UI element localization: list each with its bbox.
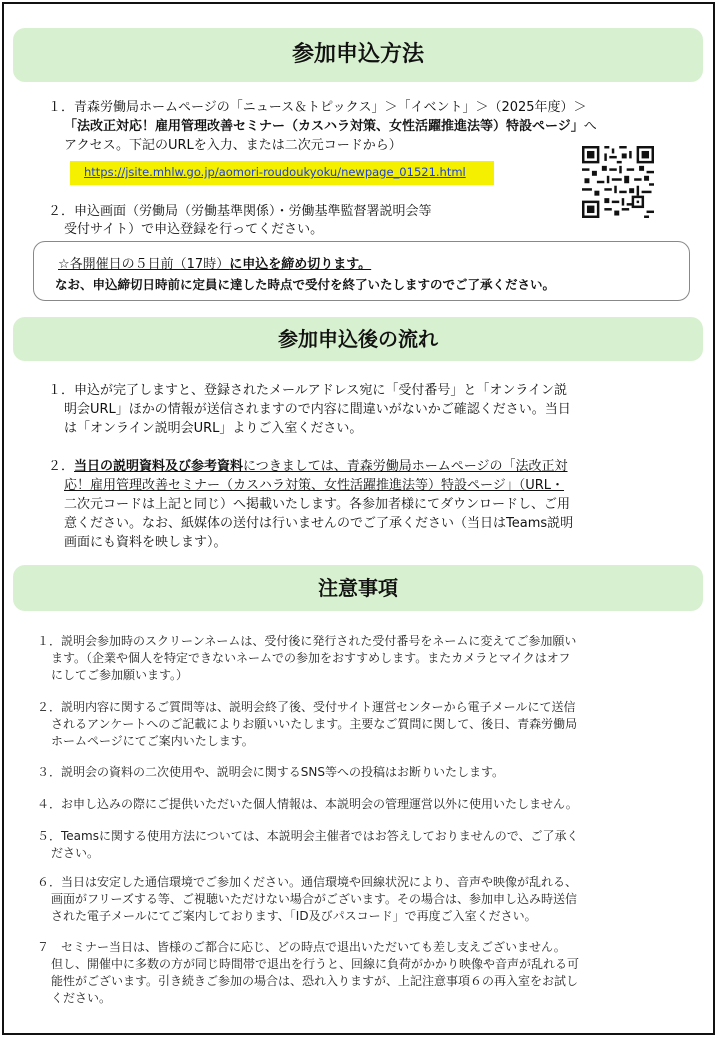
note-item-2-line1: ２．説明内容に関するご質問等は、説明会終了後、受付サイト運営センターから電子メールにて送信 [37,700,576,714]
application-item1-line1: １．青森労働局ホームページの「ニュース＆トピックス」＞「イベント」＞（2025年度）＞ [48,100,587,115]
note-item-6-line3: された電子メールにてご案内しております、「ID及びパスコード」で再度ご入室ください。 [51,909,537,923]
note-item-7-line2: 但し、開催中に多数の方が同じ時間帯で退出を行うと、回線に負荷がかかり映像や音声が乱れる可 [51,957,580,971]
note-item-4: ４．お申し込みの際にご提供いただいた個人情報は、本説明会の管理運営以外に使用いたしません。 [37,797,578,811]
note-item-7-line1: ７ セミナー当日は、皆様のご都合に応じ、どの時点で退出いただいても差し支えございません。 [37,940,566,954]
note-item-1-line1: １．説明会参加時のスクリーンネームは、受付後に発行された受付番号をネームに変えてご参加願い [37,634,577,648]
deadline-notice-line1: ☆各開催日の５日前（17時）に申込を締め切ります。 [58,257,372,272]
note-item-1-line2: ます。（企業や個人を特定できないネームでの参加をおすすめします。またカメラとマイクはオフ [51,651,571,665]
section-title-application: 参加申込方法 [13,28,703,82]
flow-item1-line1: １．申込が完了しますと、登録されたメールアドレス宛に「受付番号」と「オンライン説 [48,383,567,398]
note-item-6-line1: ６．当日は安定した通信環境でご参加ください。通信環境や回線状況により、音声や映像が乱れる、 [37,875,578,889]
flow-item2-line4: 意ください。なお、紙媒体の送付は行いませんのでご了承ください（当日はTeams説明 [64,516,574,531]
note-item-2-line2: されるアンケートへのご記載によりお願いいたします。主要なご質問に関して、後日、青森労働局 [51,717,578,731]
note-item-7-line3: 能性がございます。引き続きご参加の場合は、恐れ入りますが、上記注意事項６の再入室をお試し [51,974,579,988]
note-item-3: ３．説明会の資料の二次使用や、説明会に関するSNS等への投稿はお断りいたします。 [37,765,505,779]
section-title-notes: 注意事項 [13,565,703,611]
note-item-7-line4: ください。 [51,991,112,1005]
flow-item2-line2: 応！雇用管理改善セミナー（カスハラ対策、女性活躍推進法等）特設ページ」（URL・ [64,478,565,493]
note-item-1-line3: にしてご参加願います。） [51,668,189,682]
note-item-2-line3: ホームページにてご案内いたします。 [51,734,254,748]
url-highlight [70,161,494,185]
deadline-notice-line2: なお、申込締切日時前に定員に達した時点で受付を終了いたしますのでご了承ください。 [55,277,556,292]
flow-item2-line5: 画面にも資料を映します）。 [64,535,227,550]
section-title-after-application: 参加申込後の流れ [13,317,703,361]
flow-item1-line2: 明会URL」ほかの情報が送信されますので内容に間違いがないかご確認ください。当日 [64,402,571,417]
note-item-6-line2: 画面がフリーズする等、ご視聴いただけない場合がございます。その場合は、参加申し込み時送信 [51,892,577,906]
application-item2-line2: 受付サイト）で申込登録を行ってください。 [64,222,324,237]
flow-item1-line3: は「オンライン説明会URL」よりご入室ください。 [64,421,363,436]
flow-item2-line3: 二次元コードは上記と同じ）へ掲載いたします。各参加者様にてダウンロードし、ご用 [64,497,570,512]
application-item1-line2: 「法改正対応！雇用管理改善セミナー（カスハラ対策、女性活躍推進法等）特設ページ」へ [64,119,597,134]
note-item-5-line1: ５．Teamsに関する使用方法については、本説明会主催者ではお答えしておりませんので、ご了承く [37,829,579,843]
note-item-5-line2: ださい。 [51,846,100,860]
application-item1-line3: アクセス。下記のURLを入力、または二次元コードから） [64,138,402,153]
flow-item2-line1: ２．当日の説明資料及び参考資料につきましては、青森労働局ホームページの「法改正対 [48,459,568,474]
application-item2-line1: ２．申込画面（労働局（労働基準関係）・労働基準監督署説明会等 [48,204,432,219]
qr-code-icon[interactable] [582,146,654,218]
special-page-url-link[interactable]: https://jsite.mhlw.go.jp/aomori-roudoukyoku/newpage_01521.html [84,165,466,179]
